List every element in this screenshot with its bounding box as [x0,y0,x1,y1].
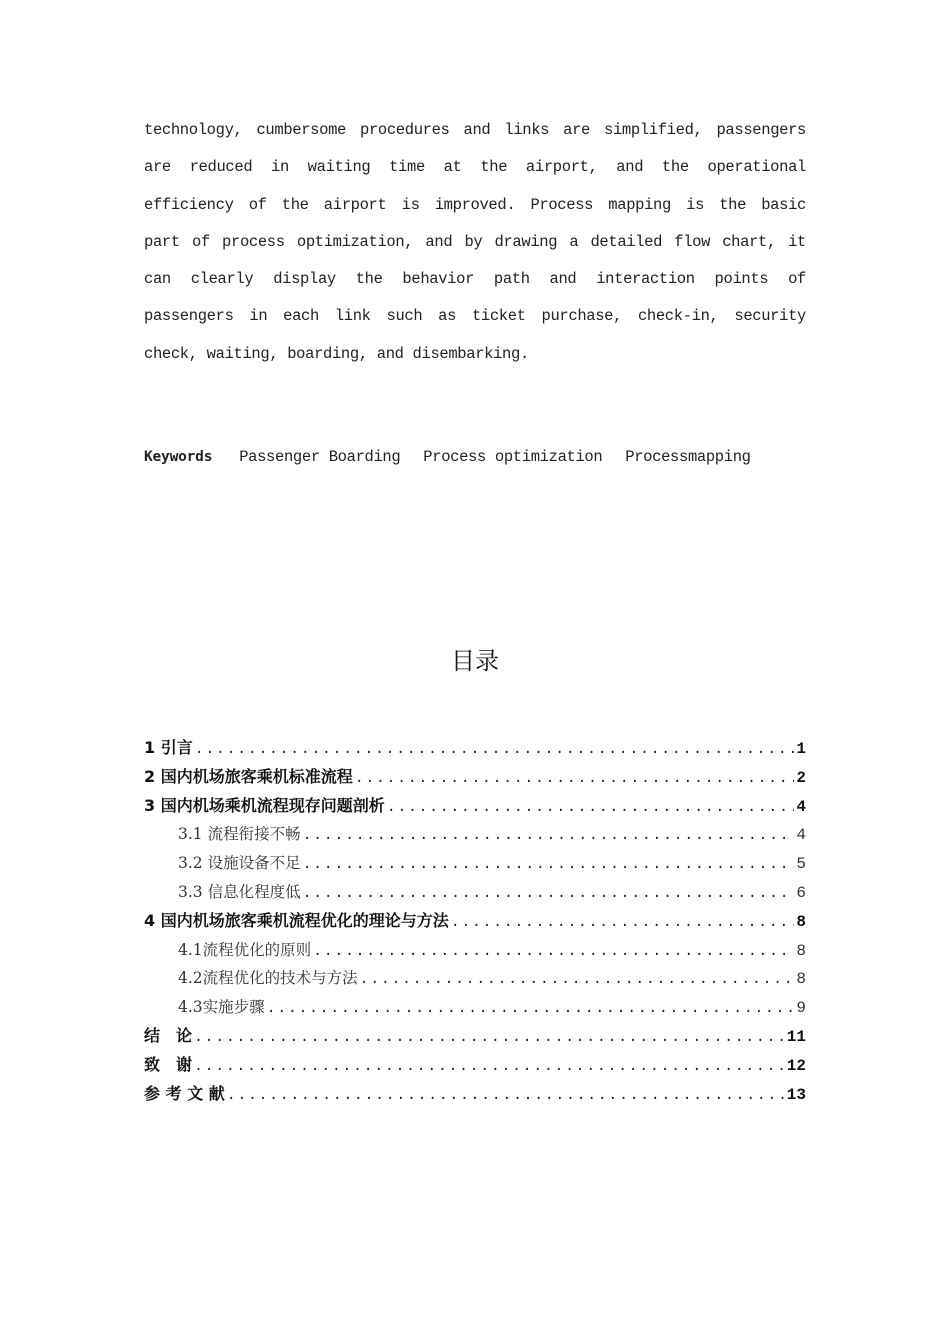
toc-leader-dots [303,822,795,851]
toc-page-number: 5 [796,855,806,874]
abstract-line: can clearly display the behavior path and interaction points of [144,270,806,289]
toc-page-number: 8 [796,970,806,989]
toc-leader-dots [313,938,794,967]
toc-entry[interactable] [144,1051,806,1080]
toc-entry[interactable] [144,792,806,821]
toc-page-number: 8 [796,912,806,931]
abstract-line: part of process optimization, and by drawing a detailed flow chart, it [144,232,806,251]
toc-leader-dots [303,880,795,909]
toc-leader-dots [194,1053,785,1082]
toc-leader-dots [303,851,795,880]
toc-page-number: 2 [796,768,806,787]
toc-entry[interactable] [144,1022,806,1051]
keyword: Passenger Boarding [239,448,401,466]
toc-entry[interactable] [144,907,806,936]
toc-leader-dots [387,794,795,823]
toc-leader-dots [227,1082,785,1111]
toc-page-number: 4 [796,797,806,816]
abstract-paragraph [144,112,806,373]
toc-entry[interactable] [144,734,806,763]
abstract-line: efficiency of the airport is improved. Process mapping is the basic [144,195,806,214]
table-of-contents [144,734,806,1108]
toc-subentry[interactable] [144,820,806,849]
toc-entry-text: 4.1流程优化的原则 [178,940,312,959]
toc-subentry[interactable] [144,878,806,907]
keywords-line [144,448,844,466]
toc-subentry[interactable] [144,993,806,1022]
toc-entry-text: 3 国内机场乘机流程现存问题剖析 [144,795,385,815]
toc-page-number: 11 [786,1027,806,1046]
toc-entry-text: 1 引言 [144,738,193,757]
toc-page-number: 8 [796,941,806,960]
toc-entry-text: 4.3实施步骤 [178,998,265,1017]
toc-entry-text: 3.1 流程衔接不畅 [178,825,301,844]
abstract-line: passengers in each link such as ticket purchase, check-in, security [144,307,806,326]
toc-entry[interactable] [144,763,806,792]
toc-entry-text: 4 国内机场旅客乘机流程优化的理论与方法 [144,910,449,930]
toc-entry[interactable] [144,1080,806,1109]
toc-page-number: 9 [796,999,806,1018]
toc-page-number: 12 [786,1056,806,1075]
toc-page-number: 4 [796,826,806,845]
keyword: Processmapping [625,448,751,466]
toc-subentry[interactable] [144,849,806,878]
toc-leader-dots [195,736,795,765]
toc-page-number: 6 [796,883,806,902]
toc-leader-dots [355,765,795,794]
toc-subentry[interactable] [144,936,806,965]
toc-entry-text: 结 论 [144,1025,193,1045]
toc-entry-text: 致 谢 [144,1054,193,1074]
abstract-line: technology, cumbersome procedures and links are simplified, passengers [144,121,806,139]
abstract-line: are reduced in waiting time at the airport, and the operational [144,158,806,177]
abstract-line: check, waiting, boarding, and disembarking. [144,344,529,363]
english-abstract [144,112,806,373]
toc-title: 目录 [451,647,499,675]
keywords-label: Keywords [144,449,213,465]
toc-leader-dots [267,995,795,1024]
toc-leader-dots [360,966,795,995]
toc-entry-text: 参 考 文 献 [144,1083,225,1103]
toc-entry-text: 4.2流程优化的技术与方法 [178,969,358,988]
toc-page-number: 13 [786,1085,806,1104]
toc-subentry[interactable] [144,964,806,993]
toc-page-number: 1 [796,740,806,758]
toc-entry-text: 2 国内机场旅客乘机标准流程 [144,766,353,786]
toc-entry-text: 3.2 设施设备不足 [178,854,301,873]
toc-leader-dots [451,909,795,938]
keyword: Process optimization [423,448,603,466]
toc-entry-text: 3.3 信息化程度低 [178,882,301,901]
toc-leader-dots [194,1024,785,1053]
